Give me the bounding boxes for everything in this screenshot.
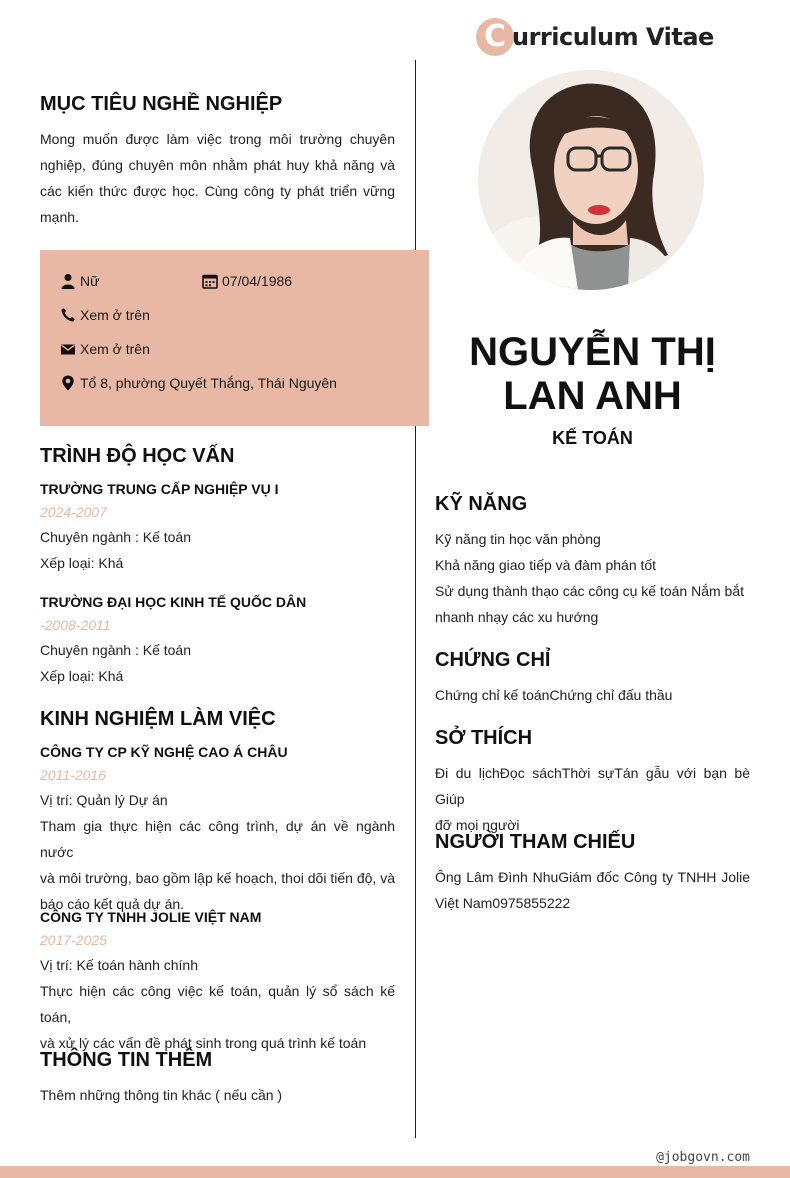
- objective-text: [40, 126, 395, 230]
- profile-photo: [478, 70, 704, 290]
- full-name-line1: NGUYỄN THỊ: [469, 330, 716, 374]
- footer-watermark: @jobgovn.com: [656, 1150, 750, 1165]
- footer-bar: [0, 1166, 790, 1178]
- additional-title: THÔNG TIN THÊM: [40, 1049, 213, 1071]
- experience-years: 2017-2025: [40, 932, 107, 948]
- education-years: 2024-2007: [40, 504, 107, 520]
- cv-logo: [476, 16, 714, 58]
- objective-line: mạnh.: [40, 209, 79, 225]
- phone-value: Xem ở trên: [80, 307, 150, 323]
- gender-value: Nữ: [80, 273, 100, 289]
- job-title: KẾ TOÁN: [552, 428, 633, 448]
- certificates-title: CHỨNG CHỈ: [435, 649, 551, 671]
- phone-icon: [60, 307, 76, 323]
- education-major: Chuyên ngành : Kế toán: [40, 529, 192, 545]
- contact-phone: [60, 307, 150, 323]
- objective-line: các kiến thức được học. Cùng công ty phát triển vững: [40, 183, 395, 199]
- skills-title: KỸ NĂNG: [435, 493, 528, 515]
- skill-item: nhanh nhạy các xu hướng: [435, 609, 599, 625]
- experience-company: CÔNG TY TNHH JOLIE VIỆT NAM: [40, 909, 262, 925]
- contact-address: [60, 375, 337, 391]
- references-line: Ông Lâm Đình NhuGiám đốc Công ty TNHH Jolie: [435, 869, 750, 885]
- education-major: Chuyên ngành : Kế toán: [40, 642, 192, 658]
- education-title: TRÌNH ĐỘ HỌC VẤN: [40, 445, 235, 467]
- skills-list: [435, 526, 750, 630]
- experience-desc-line: và xử lý các vấn đề phát sinh trong quá trình kế toán: [40, 1035, 367, 1051]
- experience-desc-line: Tham gia thực hiện các công trình, dự án về ngành nước: [40, 818, 395, 860]
- hobbies-title: SỞ THÍCH: [435, 727, 533, 749]
- full-name-line2: LAN ANH: [503, 374, 682, 418]
- skill-item: Sử dụng thành thạo các công cụ kế toán Nắm bắt: [435, 583, 745, 599]
- logo-text: urriculum Vitae: [512, 23, 714, 51]
- contact-birthdate: [202, 273, 292, 289]
- experience-years: 2011-2016: [40, 767, 106, 783]
- experience-description: [40, 978, 395, 1056]
- logo-letter: C: [476, 18, 514, 56]
- contact-gender: [60, 273, 99, 289]
- experience-title: KINH NGHIỆM LÀM VIỆC: [40, 708, 276, 730]
- address-value: Tổ 8, phường Quyết Thắng, Thái Nguyên: [80, 375, 337, 391]
- objective-line: nghiệp, đúng chuyên môn nhằm phát huy khả năng và: [40, 157, 395, 173]
- objective-title: MỤC TIÊU NGHỀ NGHIỆP: [40, 93, 283, 115]
- experience-desc-line: Thực hiện các công việc kế toán, quản lý sổ sách kế toán,: [40, 983, 395, 1025]
- calendar-icon: [202, 273, 218, 289]
- education-school: TRƯỜNG ĐẠI HỌC KINH TẾ QUỐC DÂN: [40, 594, 307, 610]
- education-grade: Xếp loại: Khá: [40, 668, 124, 684]
- education-grade: Xếp loại: Khá: [40, 555, 124, 571]
- hobbies-text: [435, 760, 750, 838]
- additional-text: Thêm những thông tin khác ( nếu cần ): [40, 1087, 283, 1103]
- contact-box: [40, 250, 429, 426]
- experience-desc-line: và môi trường, bao gồm lập kế hoạch, thoi dõi tiến độ, và: [40, 870, 395, 886]
- skill-item: Khả năng giao tiếp và đàm phán tốt: [435, 557, 657, 573]
- skill-item: Kỹ năng tin học văn phòng: [435, 531, 601, 547]
- experience-position: Vị trí: Quản lý Dự án: [40, 792, 168, 808]
- objective-line: Mong muốn được làm việc trong môi trường chuyên: [40, 131, 395, 147]
- contact-email: [60, 341, 150, 357]
- experience-position: Vị trí: Kế toán hành chính: [40, 957, 198, 973]
- person-icon: [60, 273, 76, 289]
- education-school: TRƯỜNG TRUNG CẤP NGHIỆP VỤ I: [40, 481, 279, 497]
- location-pin-icon: [60, 375, 76, 391]
- references-line: Việt Nam0975855222: [435, 895, 571, 911]
- references-text: [435, 864, 750, 916]
- birthdate-value: 07/04/1986: [222, 273, 293, 289]
- envelope-icon: [60, 341, 76, 357]
- experience-desc-line: báo cáo kết quả dự án.: [40, 896, 185, 912]
- hobbies-line: đỡ mọi người: [435, 817, 520, 833]
- column-divider: [415, 60, 416, 1138]
- portrait-illustration: [478, 70, 704, 290]
- certificates-text: Chứng chỉ kế toánChứng chỉ đấu thầu: [435, 687, 673, 703]
- experience-company: CÔNG TY CP KỸ NGHỆ CAO Á CHÂU: [40, 744, 288, 760]
- references-title: NGƯỜI THAM CHIẾU: [435, 831, 636, 853]
- hobbies-line: Đi du lịchĐọc sáchThời sựTán gẫu với bạn bè Giúp: [435, 765, 750, 807]
- experience-description: [40, 813, 395, 917]
- email-value: Xem ở trên: [80, 341, 150, 357]
- education-years: -2008-2011: [40, 617, 111, 633]
